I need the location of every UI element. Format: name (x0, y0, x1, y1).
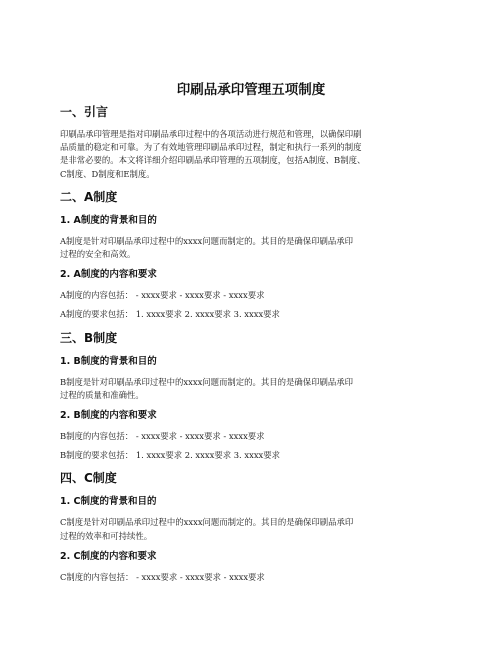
subheading-c-background: 1. C制度的背景和目的 (60, 496, 157, 508)
section-heading-a: 二、A制度 (60, 189, 118, 204)
subheading-a-background: 1. A制度的背景和目的 (60, 214, 157, 226)
subheading-b-background: 1. B制度的背景和目的 (60, 355, 157, 367)
b-background-paragraph (60, 376, 450, 402)
document-body (60, 103, 450, 584)
section-heading-c: 四、C制度 (60, 471, 117, 486)
paragraph-line: 品质量的稳定和可靠。为了有效地管理印刷品承印过程，制定和执行一系列的制度 (60, 142, 362, 153)
paragraph-line: C制度、D制度和E制度。 (60, 168, 155, 179)
paragraph-line: 印刷品承印管理是指对印刷品承印过程中的各项活动进行规范和管理，以确保印刷 (60, 129, 362, 139)
c-background-paragraph (60, 516, 450, 542)
section-heading-b: 三、B制度 (60, 330, 118, 345)
paragraph-line: B制度是针对印刷品承印过程中的xxxx问题而制定的。其目的是确保印刷品承印 (60, 376, 354, 387)
subheading-c-content: 2. C制度的内容和要求 (60, 550, 157, 562)
c-content-line: C制度的内容包括： - xxxx要求 - xxxx要求 - xxxx要求 (60, 571, 265, 582)
b-requirement-line: B制度的要求包括： 1. xxxx要求 2. xxxx要求 3. xxxx要求 (60, 450, 281, 461)
b-content-line: B制度的内容包括： - xxxx要求 - xxxx要求 - xxxx要求 (60, 431, 265, 442)
paragraph-line: 过程的安全和高效。 (60, 249, 136, 260)
a-requirement-line: A制度的要求包括： 1. xxxx要求 2. xxxx要求 3. xxxx要求 (60, 309, 280, 320)
section-heading-introduction: 一、引言 (60, 105, 109, 119)
a-background-paragraph (60, 235, 450, 261)
paragraph-line: A制度是针对印刷品承印过程中的xxxx问题而制定的。其目的是确保印刷品承印 (60, 235, 353, 246)
paragraph-line: 是非常必要的。本文将详细介绍印刷品承印管理的五项制度，包括A制度、B制度、 (60, 155, 366, 166)
paragraph-line: 过程的质量和准确性。 (60, 389, 144, 400)
a-content-line: A制度的内容包括： - xxxx要求 - xxxx要求 - xxxx要求 (60, 290, 265, 301)
paragraph-line: C制度是针对印刷品承印过程中的xxxx问题而制定的。其目的是确保印刷品承印 (60, 517, 354, 528)
paragraph-line: 过程的效率和可持续性。 (60, 530, 153, 541)
introduction-paragraph (60, 128, 450, 181)
subheading-a-content: 2. A制度的内容和要求 (60, 269, 157, 281)
document-title: 印刷品承印管理五项制度 (176, 82, 326, 98)
subheading-b-content: 2. B制度的内容和要求 (60, 410, 157, 422)
